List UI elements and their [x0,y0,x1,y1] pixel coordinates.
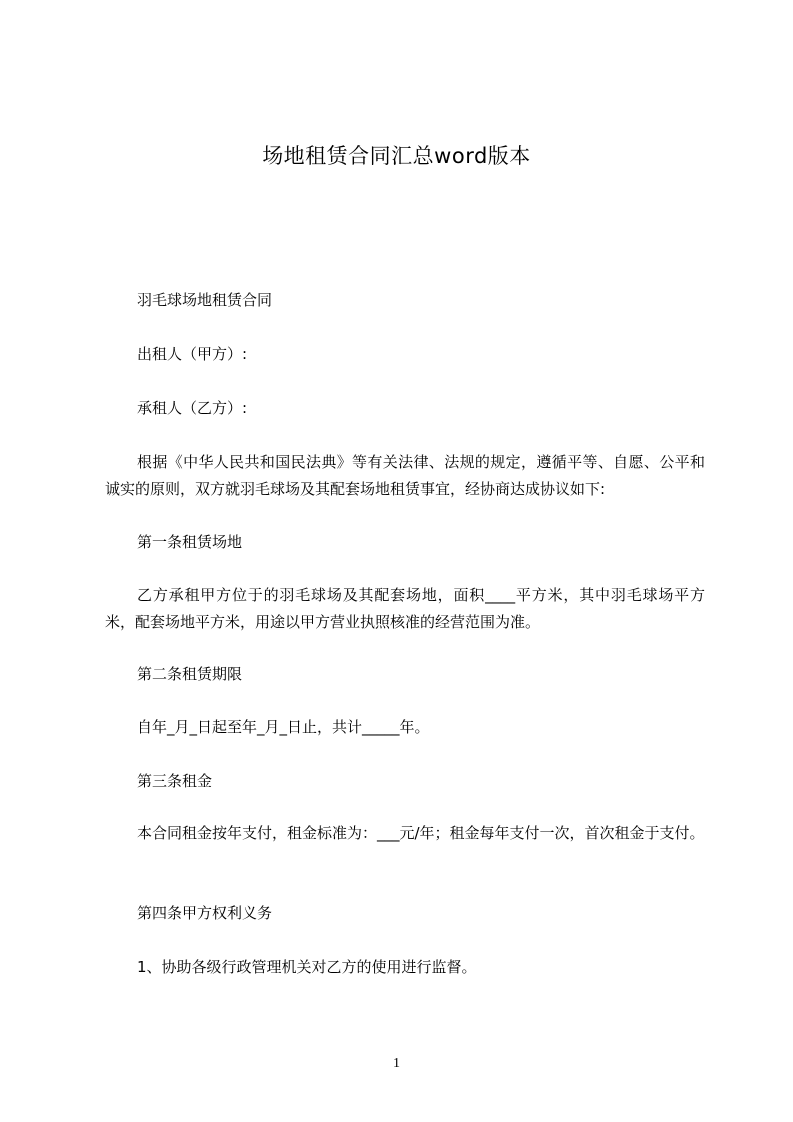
paragraph-lessee [105,395,705,422]
paragraph-article-2 [105,714,705,741]
paragraph-text: 承租人（乙方）: [137,399,248,417]
heading-article-4 [105,900,705,927]
paragraph-text: 自年_月_日起至年_月_日止，共计_____年。 [137,718,430,736]
paragraph-article-4-item-1 [105,954,705,981]
heading-article-2 [105,661,705,688]
paragraph-contract-name [105,287,705,314]
paragraph-text: 羽毛球场地租赁合同 [137,291,273,309]
heading-article-1 [105,529,705,556]
paragraph-lessor [105,341,705,368]
paragraph-text: 第四条甲方权利义务 [137,904,273,922]
paragraph-text: 1、协助各级行政管理机关对乙方的使用进行监督。 [137,958,477,976]
heading-article-3 [105,768,705,795]
paragraph-article-1 [105,582,705,636]
document-title: 场地租赁合同汇总word版本 [262,144,531,168]
paragraph-article-3 [105,820,705,847]
paragraph-text: 根据《中华人民共和国民法典》等有关法律、法规的规定，遵循平等、自愿、公平和诚实的原则，双方就羽毛球场及其配套场地租赁事宜，经协商达成协议如下: [105,453,705,498]
paragraph-text: 本合同租金按年支付，租金标准为：___元/年；租金每年支付一次，首次租金于支付。 [137,824,705,842]
paragraph-text: 第一条租赁场地 [137,533,243,551]
page-number: 1 [393,1056,400,1071]
paragraph-preamble [105,449,705,503]
paragraph-text: 第二条租赁期限 [137,665,243,683]
paragraph-text: 出租人（甲方）: [137,345,248,363]
paragraph-text: 第三条租金 [137,772,213,790]
paragraph-text: 乙方承租甲方位于的羽毛球场及其配套场地，面积____平方米，其中羽毛球场平方米，配套场地平方米，用途以甲方营业执照核准的经营范围为准。 [105,586,705,631]
